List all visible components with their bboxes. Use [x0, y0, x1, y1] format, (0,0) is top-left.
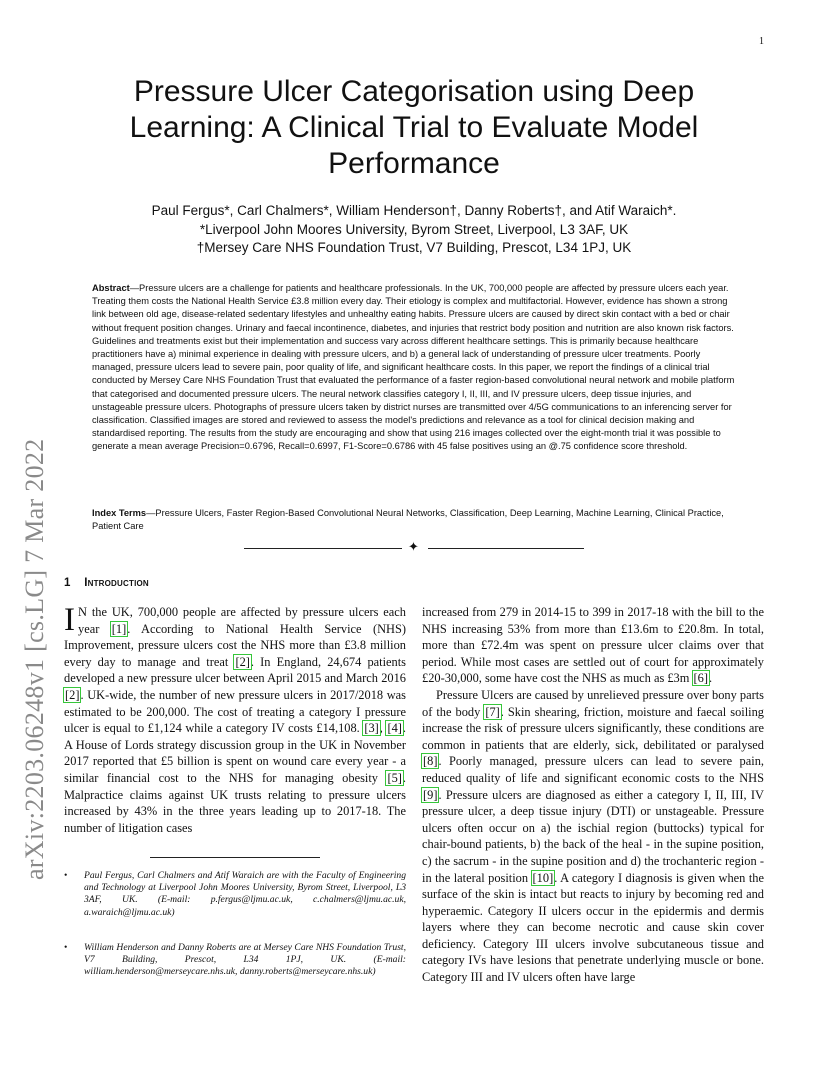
section-title: Introduction — [84, 577, 149, 589]
body-text: . Poorly managed, pressure ulcers can lead to severe pain, reduced quality of life and significant economic costs to the NHS — [422, 754, 764, 785]
body-text: increased from 279 in 2014-15 to 399 in 2017-18 with the bill to the NHS increasing 53% from more than £13.6m to £20.8m. In total, more than £72.4m was spent on pressure ulcer claims over that period. While most cases are settled out of court for approximately £20-30,000, some have cost the NHS as much as £3m — [422, 605, 764, 686]
citation-link[interactable]: [4] — [387, 721, 402, 736]
footnote-bullet: • — [64, 870, 68, 881]
footnote-bullet: • — [64, 942, 68, 953]
intro-paragraph-1 — [64, 604, 406, 836]
citation-link[interactable]: [6] — [693, 671, 708, 686]
citation-link[interactable]: [10] — [532, 870, 554, 885]
author-block — [90, 202, 738, 258]
abstract — [92, 282, 738, 454]
affiliation-mersey-care: †Mersey Care NHS Foundation Trust, V7 Building, Prescot, L34 1PJ, UK — [196, 240, 632, 255]
body-text: . According to National Health Service (NHS) Improvement, pressure ulcers cost the NHS more than £3.8 million every day to manage and treat — [64, 621, 406, 669]
body-text: . In England, 24,674 patients developed a new pressure ulcer between April 2015 and March 2016 — [64, 654, 406, 686]
body-text: Pressure Ulcers are caused by unrelieved pressure over bony parts of the body — [422, 687, 764, 719]
footnote-rule — [150, 857, 320, 858]
index-terms-text: —Pressure Ulcers, Faster Region-Based Convolutional Neural Networks, Classification, Deep Learning, Machine Learning, Clinical Practice, Patient Care — [92, 508, 724, 532]
page-number: 1 — [759, 36, 764, 47]
citation-link[interactable]: [9] — [423, 787, 438, 802]
left-column — [64, 604, 406, 836]
citation-link[interactable]: [5] — [387, 770, 402, 785]
intro-paragraph-1-continued — [422, 604, 764, 687]
divider-line-left — [244, 548, 402, 549]
body-text: . A category I diagnosis is given when the surface of the skin is intact but reacts to injury by becoming red and hyperaemic. Category II ulcers occur in the epidermis and dermis layers where they can become necrotic and cause skin cover deficiency. Category III ulcers involve subcutaneous tissue and category IVs have lesions that penetrate underlying muscle or bone. Category III and IV ulcers often have large — [422, 870, 764, 985]
index-terms-label: Index Terms — [92, 508, 147, 518]
citation-link[interactable]: [3] — [364, 721, 379, 736]
arxiv-identifier: arXiv:2203.06248v1 [cs.LG] 7 Mar 2022 — [20, 438, 49, 880]
citation-link[interactable]: [8] — [423, 754, 438, 769]
section-number: 1 — [64, 577, 71, 589]
index-terms — [92, 507, 738, 533]
divider-line-right — [428, 548, 584, 549]
affiliation-ljmu: *Liverpool John Moores University, Byrom Street, Liverpool, L3 3AF, UK — [199, 221, 629, 237]
body-text: . Skin shearing, friction, moisture and faecal soiling increase the risk of pressure ulcers significantly, these conditions are common in patients that are elderly, sick, debilitated or paralysed — [422, 704, 764, 752]
body-text: . UK-wide, the number of new pressure ulcers in 2017/2018 was estimated to be 200,000. The cost of treating a category I pressure ulcer is equal to £1,124 while a category IV costs £14,108. — [64, 687, 406, 736]
body-text: . Pressure ulcers are diagnosed as either a category I, II, III, IV pressure ulcer, a deep tissue injury (DTI) or unstageable. Pressure ulcers often occur on a) the ischial region (buttocks) typical for chair-bound patients, b) the back of the heal - in the supine position, c) the sacrum - in the supine position and d) the trochanteric region - in the lateral position — [422, 787, 764, 885]
citation-link[interactable]: [1] — [111, 621, 127, 636]
dropcap-letter: I — [64, 602, 75, 638]
footnote-text: Paul Fergus, Carl Chalmers and Atif Waraich are with the Faculty of Engineering and Technology at Liverpool John Moores University, Byrom Street, Liverpool, L3 3AF, UK. (E-mail: p.fergus@ljmu.ac.uk, c.chalmers@ljmu.ac.uk, a.waraich@ljmu.ac.uk) — [84, 870, 406, 918]
body-text: , — [379, 721, 387, 736]
author-list: Paul Fergus*, Carl Chalmers*, William Henderson†, Danny Roberts†, and Atif Waraich*. — [151, 203, 677, 218]
right-column — [422, 604, 764, 986]
section-heading — [64, 577, 149, 589]
body-text: . Malpractice claims against UK trusts relating to pressure ulcers increased by 43% in the three years leading up to 2017-18. The number of litigation cases — [64, 770, 406, 835]
citation-link[interactable]: [2] — [65, 687, 80, 702]
body-text: . — [708, 671, 713, 686]
body-text: . A House of Lords strategy discussion group in the UK in November 2017 reported that £5 billion is spent on wound care every year - a similar financial cost to the NHS for managing obesity — [64, 721, 406, 785]
footnote-mersey-care-authors — [64, 942, 406, 979]
footnote-text: William Henderson and Danny Roberts are at Mersey Care NHS Foundation Trust, V7 Building, Prescot, L34 1PJ, UK. (E-mail: william.henderson@merseycare.nhs.uk, danny.roberts@merseycare.nhs.uk) — [84, 942, 406, 978]
abstract-label: Abstract — [92, 283, 130, 293]
citation-link[interactable]: [2] — [235, 654, 250, 669]
paper-title: Pressure Ulcer Categorisation using Deep Learning: A Clinical Trial to Evaluate Model Performance — [129, 75, 699, 180]
body-text: N the UK, 700,000 people are affected by pressure ulcers each year — [78, 605, 406, 636]
divider-diamond-icon: ✦ — [408, 540, 419, 555]
citation-link[interactable]: [7] — [485, 704, 500, 719]
intro-paragraph-2 — [422, 687, 764, 986]
abstract-text: —Pressure ulcers are a challenge for patients and healthcare professionals. In the UK, 700,000 people are affected by pressure ulcers each year. Treating them costs the National Health Service £3.8 million every day. Their etiology is complex and multifactorial. However, evidence has shown a strong link between old age, disease-related sedentary lifestyles and unhealthy eating habits. Pressure ulcers are caused by direct skin contact with a bed or chair without frequent position changes. Urinary and faecal incontinence, diabetes, and injuries that restrict body position and nutrition are also known risk factors. Guidelines and treatments exist but their implementation and success vary across different healthcare settings. This is primarily because healthcare practitioners have a) minimal experience in dealing with pressure ulcers, and b) a general lack of understanding of pressure ulcer treatments. Poorly managed, pressure ulcers lead to severe pain, poor quality of life, and significant healthcare costs. In this paper, we report the findings of a clinical trial conducted by Mersey Care NHS Foundation Trust that evaluated the performance of a faster region-based convolutional neural network and mobile platform that categorised and documented pressure ulcers. The neural network classifies category I, II, III, and IV pressure ulcers, deep tissue injuries, and unstageable pressure ulcers. Photographs of pressure ulcers taken by district nurses are transmitted over 4/5G communications to an inferencing server for classification. Classified images are stored and reviewed to assess the model's predictions and relevance as a tool for clinical decision making and standardised reporting. The results from the study are encouraging and show that using 216 images collected over the eight-month trial it was possible to generate a mean average Precision=0.6796, Recall=0.6997, F1-Score=0.6786 with 45 false positives using an @.75 confidence score threshold. — [92, 283, 735, 452]
footnote-ljmu-authors — [64, 870, 406, 919]
